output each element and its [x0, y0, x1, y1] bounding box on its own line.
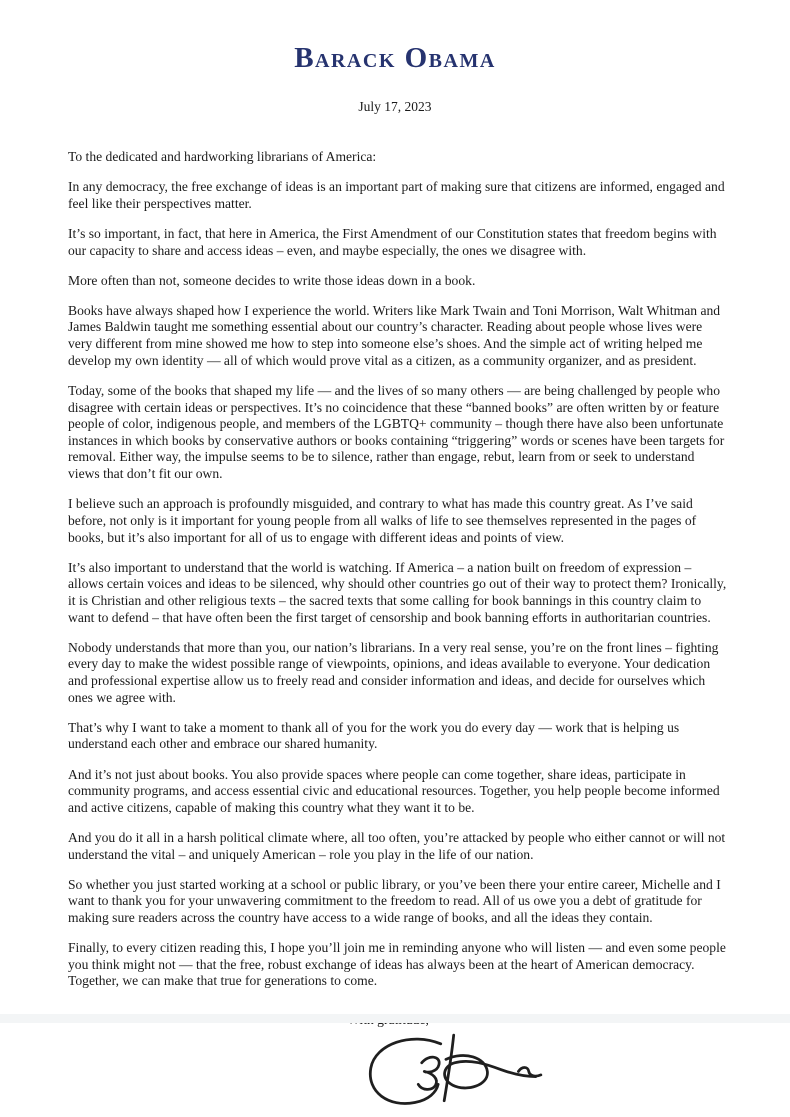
letter-paragraph: That’s why I want to take a moment to thank all of you for the work you do every day — work that is helping us understand each other and embrace our shared humanity. [68, 719, 680, 752]
signature-icon [341, 1030, 556, 1112]
letter-paragraph: Nobody understands that more than you, our nation’s librarians. In a very real sense, you’re on the front lines – fighting every day to make the widest possible range of viewpoints, opinions, and ideas available to everyone. Your dedication and professional expertise allow us to freely read and consider information and ideas, and decide for ourselves which ones we agree with. [68, 639, 719, 705]
letter-paragraph: In any democracy, the free exchange of ideas is an important part of making sure that citizens are informed, engaged and feel like their perspectives matter. [68, 179, 725, 211]
letter-paragraph: And it’s not just about books. You also provide spaces where people can come together, share ideas, participate in community programs, and access essential civic and educational resources. Together, you help people become informed and active citizens, capable of making this country what they want it to be. [68, 766, 720, 815]
page-bottom-edge [0, 1014, 790, 1023]
letter-paragraph: So whether you just started working at a school or public library, or you’ve been there your entire career, Michelle and I want to thank you for your unwavering commitment to the freedom to read. All of us owe you a debt of gratitude for making sure readers across the country have access to a wide range of books, and all the ideas they contain. [68, 876, 721, 926]
letter-paragraph: Books have always shaped how I experience the world. Writers like Mark Twain and Toni Morrison, Walt Whitman and James Baldwin taught me something essential about our country’s character. Reading about people whose lives were very different from mine showed me how to step into someone else’s shoes. And the simple act of writing helped me develop my own identity — all of which would prove vital as a citizen, as a community organizer, and as president. [68, 302, 721, 368]
letter-body [68, 149, 728, 990]
letter-paragraph: Today, some of the books that shaped my life — and the lives of so many others — are being challenged by people who disagree with certain ideas or perspectives. It’s no coincidence that these “banned books” are often written by or feature people of color, indigenous people, and members of the LGBTQ+ community – though there have also been unfortunate instances in which books by conservative authors or books containing “triggering” words or scenes have been targets for removal. Either way, the impulse seems to be to silence, rather than engage, rebut, learn from or seek to understand views that don’t fit our own. [68, 382, 725, 482]
letter-paragraph: Finally, to every citizen reading this, I hope you’ll join me in reminding anyone who will listen — and even some people you think might not — that the free, robust exchange of ideas has always been at the heart of American democracy. Together, we can make that true for generations to come. [68, 940, 726, 989]
signature-block [68, 1030, 728, 1117]
letter-paragraph: It’s so important, in fact, that here in America, the First Amendment of our Constitution states that freedom begins with our capacity to share and access ideas – even, and maybe especially, the ones we disagree with. [68, 225, 717, 258]
letter-date: July 17, 2023 [358, 99, 432, 114]
salutation: To the dedicated and hardworking librarians of America: [68, 149, 377, 164]
letter-paragraph: It’s also important to understand that the world is watching. If America – a nation built on freedom of expression – allows certain voices and ideas to be silenced, why should other countries go out of their way to protect them? Ironically, it is Christian and other religious texts – the sacred texts that some calling for book bannings in this country claim to want to defend – that have often been the first target of censorship and book banning efforts in authoritarian countries. [68, 559, 727, 625]
letter-paragraph: And you do it all in a harsh political climate where, all too often, you’re attacked by people who either cannot or will not understand the vital – and uniquely American – role you play in the life of our nation. [68, 830, 726, 862]
letter-paragraph: I believe such an approach is profoundly misguided, and contrary to what has made this country great. As I’ve said before, not only is it important for young people from all walks of life to see themselves represented in the pages of books, but it’s also important for all of us to engage with different ideas and points of view. [68, 496, 697, 545]
letter-paragraph: More often than not, someone decides to write those ideas down in a book. [68, 272, 476, 288]
letterhead-name: Barack Obama [294, 42, 496, 74]
